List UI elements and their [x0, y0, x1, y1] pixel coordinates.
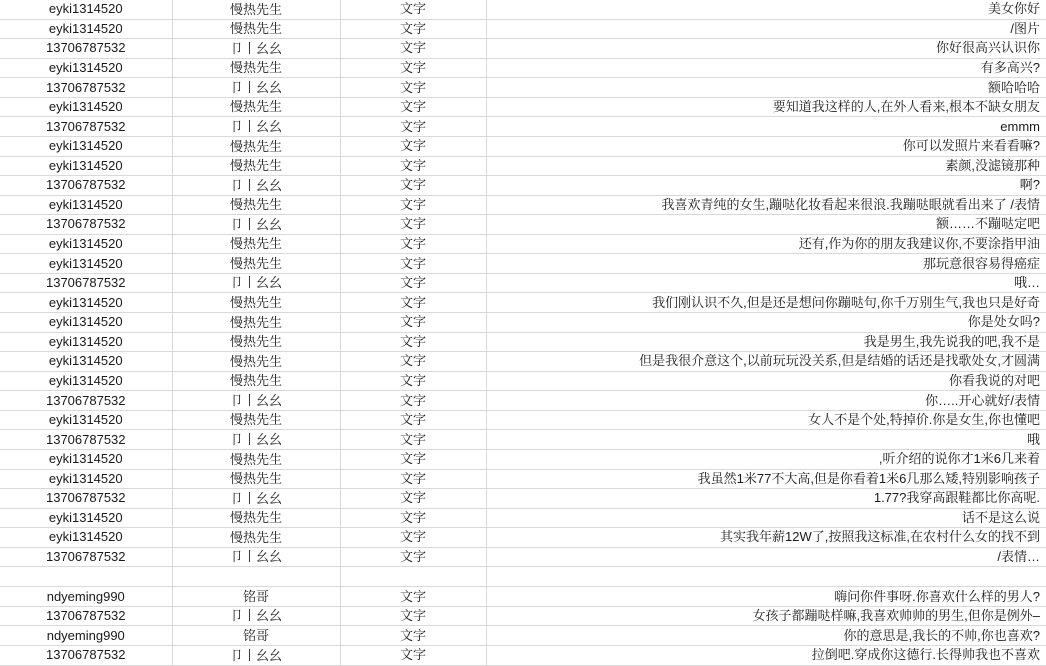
table-cell-type: 文字 — [340, 273, 486, 293]
table-cell-content: 有多高兴? — [486, 58, 1046, 78]
table-cell-content: 额哈哈哈 — [486, 78, 1046, 98]
nickname-label: 慢热先生 — [229, 158, 282, 174]
table-row-spacer — [0, 567, 1046, 587]
nickname-label: 卩丨幺幺 — [229, 40, 282, 56]
table-cell-content: 美女你好 — [486, 0, 1046, 19]
table-cell-type: 文字 — [340, 0, 486, 19]
table-cell-type: 文字 — [340, 430, 486, 450]
table-row — [0, 587, 1046, 607]
table-cell-nick — [172, 391, 340, 411]
table-cell-account: eyki1314520 — [0, 508, 172, 528]
table-row — [0, 19, 1046, 39]
nickname-label: 慢热先生 — [229, 412, 282, 428]
table-row — [0, 136, 1046, 156]
table-row — [0, 234, 1046, 254]
table-cell-content: 你看我说的对吧 — [486, 371, 1046, 391]
nickname-label: 慢热先生 — [229, 21, 282, 37]
table-row — [0, 39, 1046, 59]
table-cell-type: 文字 — [340, 97, 486, 117]
table-cell-nick — [172, 254, 340, 274]
table-row — [0, 508, 1046, 528]
table-cell-account: 13706787532 — [0, 117, 172, 137]
nickname-label: 铭哥 — [242, 628, 269, 643]
table-cell-type: 文字 — [340, 449, 486, 469]
table-cell-type: 文字 — [340, 646, 486, 666]
table-cell-account: 13706787532 — [0, 646, 172, 666]
table-cell-account: eyki1314520 — [0, 19, 172, 39]
table-cell-type: 文字 — [340, 195, 486, 215]
table-row — [0, 547, 1046, 567]
table-cell-type: 文字 — [340, 626, 486, 646]
table-cell-content: 啊? — [486, 176, 1046, 196]
table-cell-nick — [172, 156, 340, 176]
table-cell-content: 我是男生,我先说我的吧,我不是 — [486, 332, 1046, 352]
table-cell-type: 文字 — [340, 391, 486, 411]
table-cell-content: 我们刚认识不久,但是还是想问你蹦哒句,你千万别生气,我也只是好奇 — [486, 293, 1046, 313]
table-cell-content — [486, 567, 1046, 587]
table-cell-type: 文字 — [340, 58, 486, 78]
nickname-label: 铭哥 — [242, 588, 269, 604]
table-cell-nick — [172, 430, 340, 450]
nickname-label: 慢热先生 — [229, 529, 282, 545]
table-cell-nick — [172, 313, 340, 333]
table-cell-account: eyki1314520 — [0, 136, 172, 156]
table-row — [0, 176, 1046, 196]
nickname-label: 慢热先生 — [229, 373, 282, 389]
nickname-label: 卩丨幺幺 — [229, 392, 282, 408]
table-row — [0, 313, 1046, 333]
table-cell-content: 你…..开心就好/表情 — [486, 391, 1046, 411]
table-cell-type: 文字 — [340, 176, 486, 196]
table-cell-type: 文字 — [340, 19, 486, 39]
table-cell-nick — [172, 78, 340, 98]
table-cell-content: 要知道我这样的人,在外人看来,根本不缺女朋友 — [486, 97, 1046, 117]
table-cell-account: 13706787532 — [0, 78, 172, 98]
table-row — [0, 430, 1046, 450]
table-cell-account: eyki1314520 — [0, 528, 172, 548]
table-row — [0, 117, 1046, 137]
table-cell-type: 文字 — [340, 78, 486, 98]
table-cell-content: 哦… — [486, 273, 1046, 293]
table-cell-account: 13706787532 — [0, 489, 172, 509]
table-cell-content: 其实我年薪12W了,按照我这标准,在农村什么女的找不到 — [486, 528, 1046, 548]
table-cell-account: eyki1314520 — [0, 410, 172, 430]
nickname-label: 卩丨幺幺 — [229, 275, 282, 291]
table-cell-content: 话不是这么说 — [486, 508, 1046, 528]
table-cell-content: emmm — [486, 117, 1046, 137]
table-cell-account: 13706787532 — [0, 215, 172, 235]
table-cell-nick — [172, 626, 340, 646]
table-row — [0, 254, 1046, 274]
table-cell-nick — [172, 176, 340, 196]
table-cell-account: eyki1314520 — [0, 0, 172, 19]
table-cell-account: eyki1314520 — [0, 58, 172, 78]
table-cell-type: 文字 — [340, 469, 486, 489]
nickname-label: 卩丨幺幺 — [229, 431, 282, 447]
table-cell-nick — [172, 410, 340, 430]
table-cell-type: 文字 — [340, 528, 486, 548]
table-row — [0, 97, 1046, 117]
table-cell-content: 素颜,没滤镜那种 — [486, 156, 1046, 176]
table-row — [0, 371, 1046, 391]
table-cell-nick — [172, 136, 340, 156]
table-cell-account: 13706787532 — [0, 430, 172, 450]
table-row — [0, 646, 1046, 666]
table-cell-account: eyki1314520 — [0, 352, 172, 372]
table-cell-content: 还有,作为你的朋友我建议你,不要涂指甲油 — [486, 234, 1046, 254]
table-cell-account: 13706787532 — [0, 39, 172, 59]
table-cell-nick — [172, 547, 340, 567]
table-row — [0, 195, 1046, 215]
table-row — [0, 78, 1046, 98]
nickname-label: 卩丨幺幺 — [229, 216, 282, 232]
table-cell-account: eyki1314520 — [0, 234, 172, 254]
table-cell-account: eyki1314520 — [0, 449, 172, 469]
table-cell-account: eyki1314520 — [0, 332, 172, 352]
table-cell-nick — [172, 352, 340, 372]
table-cell-nick — [172, 39, 340, 59]
table-cell-nick — [172, 234, 340, 254]
table-cell-account: ndyeming990 — [0, 626, 172, 646]
table-cell-type: 文字 — [340, 352, 486, 372]
table-row — [0, 0, 1046, 19]
table-cell-type: 文字 — [340, 606, 486, 626]
table-cell-nick — [172, 58, 340, 78]
nickname-label: 卩丨幺幺 — [229, 608, 282, 624]
table-cell-content: 我喜欢青纯的女生,蹦哒化妆看起来很浪.我蹦哒眼就看出来了 /表情 — [486, 195, 1046, 215]
table-cell-content: 哦 — [486, 430, 1046, 450]
table-cell-nick — [172, 606, 340, 626]
table-row — [0, 449, 1046, 469]
nickname-label: 慢热先生 — [229, 353, 282, 369]
table-cell-nick — [172, 469, 340, 489]
table-row — [0, 58, 1046, 78]
table-cell-account: 13706787532 — [0, 273, 172, 293]
table-row — [0, 293, 1046, 313]
table-cell-nick — [172, 567, 340, 587]
table-cell-type: 文字 — [340, 489, 486, 509]
table-cell-content: /图片 — [486, 19, 1046, 39]
table-cell-nick — [172, 528, 340, 548]
table-cell-content: 你是处女吗? — [486, 313, 1046, 333]
table-cell-nick — [172, 587, 340, 607]
table-cell-content: 额……不蹦哒定吧 — [486, 215, 1046, 235]
table-cell-content: ,听介绍的说你才1米6几来着 — [486, 449, 1046, 469]
table-cell-account: eyki1314520 — [0, 371, 172, 391]
table-cell-type: 文字 — [340, 117, 486, 137]
nickname-label: 卩丨幺幺 — [229, 118, 282, 134]
table-cell-type: 文字 — [340, 371, 486, 391]
nickname-label: 卩丨幺幺 — [229, 647, 282, 663]
table-cell-nick — [172, 371, 340, 391]
table-cell-account: 13706787532 — [0, 176, 172, 196]
table-cell-nick — [172, 508, 340, 528]
nickname-label: 慢热先生 — [229, 314, 282, 330]
table-cell-content: 女孩子都蹦哒样嘛,我喜欢帅帅的男生,但你是例外– — [486, 606, 1046, 626]
nickname-label: 慢热先生 — [229, 197, 282, 213]
table-row — [0, 273, 1046, 293]
nickname-label: 慢热先生 — [229, 60, 282, 76]
nickname-label: 慢热先生 — [229, 99, 282, 115]
table-cell-account: eyki1314520 — [0, 313, 172, 333]
nickname-label: 卩丨幺幺 — [229, 490, 282, 506]
table-cell-account: ndyeming990 — [0, 587, 172, 607]
table-cell-type: 文字 — [340, 234, 486, 254]
table-cell-type: 文字 — [340, 293, 486, 313]
table-cell-nick — [172, 117, 340, 137]
table-row — [0, 156, 1046, 176]
nickname-label: 慢热先生 — [229, 1, 282, 17]
table-cell-type: 文字 — [340, 587, 486, 607]
table-cell-nick — [172, 646, 340, 666]
table-cell-nick — [172, 332, 340, 352]
table-row — [0, 606, 1046, 626]
nickname-label: 卩丨幺幺 — [229, 549, 282, 565]
nickname-label: 慢热先生 — [229, 236, 282, 252]
nickname-label: 慢热先生 — [229, 255, 282, 271]
table-cell-nick — [172, 97, 340, 117]
table-cell-nick — [172, 215, 340, 235]
table-cell-content: 那玩意很容易得癌症 — [486, 254, 1046, 274]
table-cell-account: eyki1314520 — [0, 156, 172, 176]
table-cell-content: 但是我很介意这个,以前玩玩没关系,但是结婚的话还是找歌处女,才圆满 — [486, 352, 1046, 372]
table-cell-type: 文字 — [340, 313, 486, 333]
table-row — [0, 215, 1046, 235]
table-cell-nick — [172, 489, 340, 509]
table-row — [0, 332, 1046, 352]
table-cell-content: 1.77?我穿高跟鞋都比你高呢. — [486, 489, 1046, 509]
table-cell-content: 嗨问你件事呀.你喜欢什么样的男人? — [486, 587, 1046, 607]
table-row — [0, 391, 1046, 411]
table-cell-account: 13706787532 — [0, 391, 172, 411]
table-cell-nick — [172, 195, 340, 215]
nickname-label: 慢热先生 — [229, 451, 282, 467]
nickname-label: 慢热先生 — [229, 138, 282, 154]
table-cell-account — [0, 567, 172, 587]
table-cell-account: 13706787532 — [0, 547, 172, 567]
table-cell-account: eyki1314520 — [0, 469, 172, 489]
table-cell-content: 拉倒吧.穿成你这德行.长得帅我也不喜欢 — [486, 646, 1046, 666]
table-cell-content: 女人不是个处,特掉价.你是女生,你也懂吧 — [486, 410, 1046, 430]
nickname-label: 慢热先生 — [229, 510, 282, 526]
table-cell-type: 文字 — [340, 39, 486, 59]
table-cell-type: 文字 — [340, 547, 486, 567]
table-cell-account: eyki1314520 — [0, 97, 172, 117]
table-cell-nick — [172, 19, 340, 39]
nickname-label: 慢热先生 — [229, 334, 282, 350]
table-row — [0, 410, 1046, 430]
table-cell-type — [340, 567, 486, 587]
table-cell-nick — [172, 273, 340, 293]
table-cell-type: 文字 — [340, 410, 486, 430]
table-cell-type: 文字 — [340, 136, 486, 156]
table-cell-content: 我虽然1米77不大高,但是你看着1米6几那么矮,特别影响孩子 — [486, 469, 1046, 489]
nickname-label: 慢热先生 — [229, 295, 282, 310]
table-row — [0, 528, 1046, 548]
table-cell-nick — [172, 449, 340, 469]
table-cell-account: eyki1314520 — [0, 195, 172, 215]
table-row — [0, 489, 1046, 509]
nickname-label: 慢热先生 — [229, 471, 282, 487]
table-cell-content: 你的意思是,我长的不帅,你也喜欢? — [486, 626, 1046, 646]
nickname-label: 卩丨幺幺 — [229, 177, 282, 193]
table-cell-nick — [172, 293, 340, 313]
table-cell-account: eyki1314520 — [0, 254, 172, 274]
table-row — [0, 469, 1046, 489]
table-cell-content: /表情… — [486, 547, 1046, 567]
table-cell-type: 文字 — [340, 508, 486, 528]
table-cell-type: 文字 — [340, 254, 486, 274]
table-row — [0, 626, 1046, 646]
table-row — [0, 352, 1046, 372]
table-cell-type: 文字 — [340, 332, 486, 352]
table-cell-account: 13706787532 — [0, 606, 172, 626]
table-cell-nick — [172, 0, 340, 19]
table-cell-type: 文字 — [340, 215, 486, 235]
table-cell-account: eyki1314520 — [0, 293, 172, 313]
table-cell-type: 文字 — [340, 156, 486, 176]
table-cell-content: 你好很高兴认识你 — [486, 39, 1046, 59]
nickname-label: 卩丨幺幺 — [229, 79, 282, 95]
table-cell-content: 你可以发照片来看看嘛? — [486, 136, 1046, 156]
